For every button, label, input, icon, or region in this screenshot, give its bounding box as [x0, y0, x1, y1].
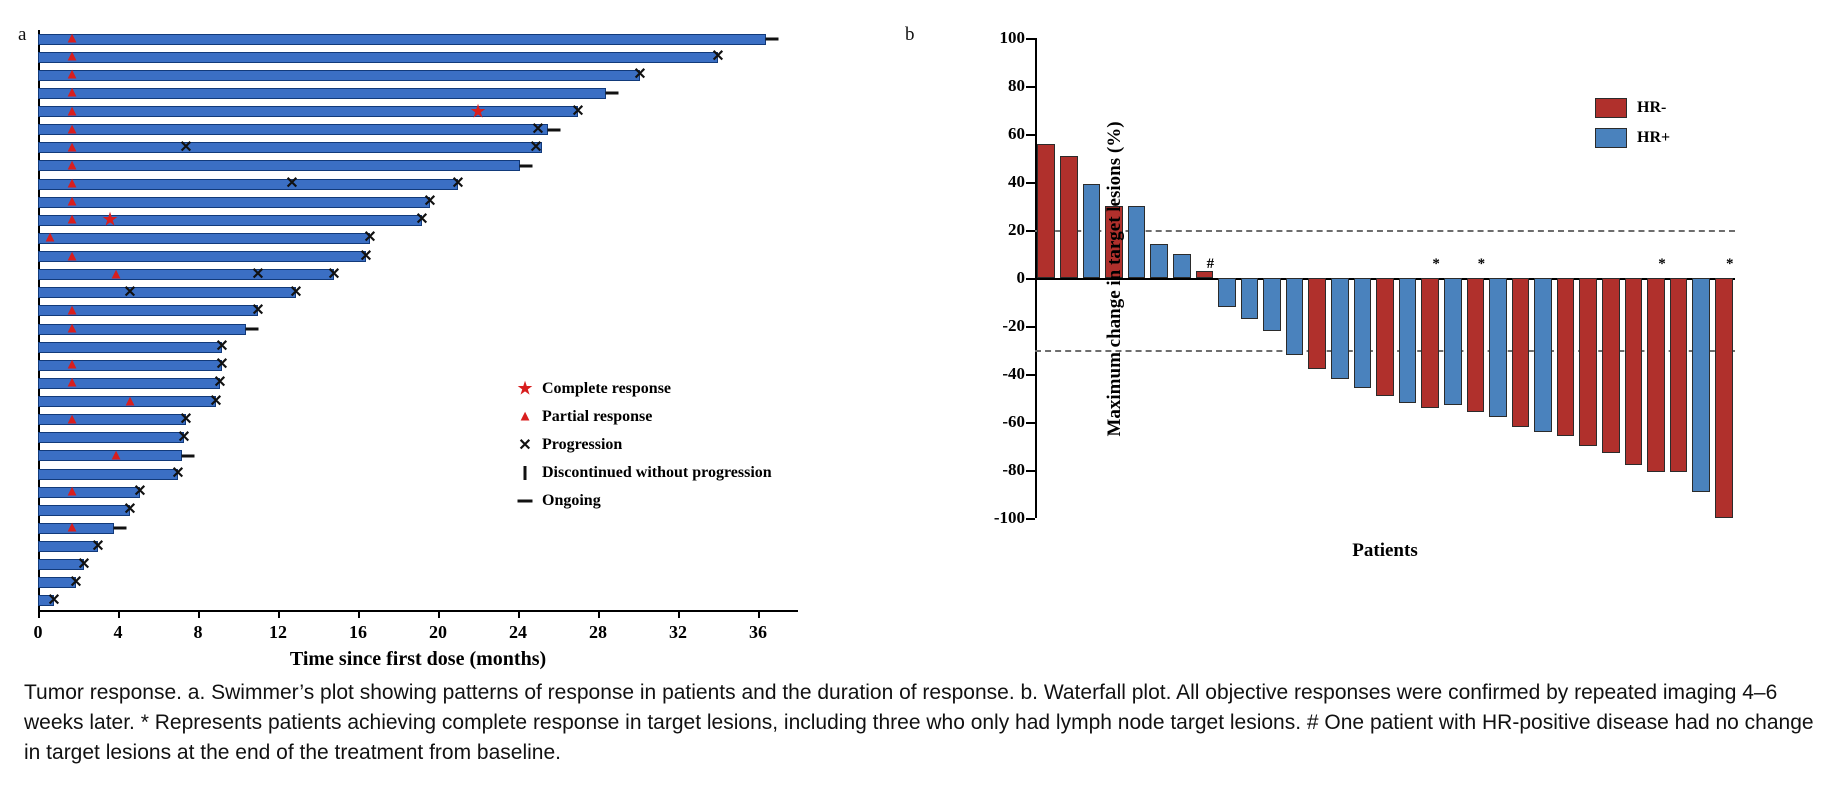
marker-progression-icon: ✕ [423, 193, 437, 211]
waterfall-bar [1512, 278, 1530, 427]
swimmer-x-axis-title: Time since first dose (months) [289, 648, 547, 670]
figure-caption: Tumor response. a. Swimmer’s plot showing patterns of response in patients and the duration of response. b. Waterfall plot. All objective responses were confirmed by repeated imaging 4–6 weeks later. * Represents patients achieving complete response in target lesions, including three who only had lymph node target lesions. # One patient with HR-positive disease had no change in target lesions at the end of the treatment from baseline. [24, 681, 1814, 764]
legend-discontinued-icon [508, 462, 542, 484]
marker-progression-icon: ✕ [327, 265, 341, 283]
waterfall-bar [1241, 278, 1259, 319]
swimmer-row [38, 555, 798, 573]
marker-ongoing-icon [548, 128, 561, 131]
waterfall-bar [1218, 278, 1236, 307]
swimmer-bar [38, 483, 140, 500]
legend-x-icon: ✕ [518, 437, 532, 454]
swimmer-bar [38, 248, 366, 265]
waterfall-y-tick-label: 60 [1008, 124, 1025, 143]
marker-progression-icon: ✕ [251, 301, 265, 319]
marker-ongoing-icon [182, 454, 195, 457]
swimmer-bar [38, 139, 542, 156]
swimmer-legend-label: Progression [542, 436, 623, 453]
swimmer-x-tick [598, 610, 600, 618]
swimmer-bar [38, 84, 606, 101]
waterfall-y-tick [1026, 38, 1035, 40]
waterfall-bar [1331, 278, 1349, 379]
swimmer-x-tick [198, 610, 200, 618]
waterfall-bar [1128, 206, 1146, 278]
panel-a-letter: a [18, 24, 27, 45]
marker-ongoing-icon [246, 328, 259, 331]
swimmer-row [38, 175, 798, 193]
swimmer-row [38, 283, 798, 301]
waterfall-y-tick [1026, 134, 1035, 136]
marker-progression-icon: ✕ [47, 591, 61, 609]
marker-partial-response-icon: ▲ [64, 356, 80, 373]
swimmer-bar [38, 30, 766, 47]
marker-partial-response-icon: ▲ [64, 103, 80, 120]
marker-ongoing-icon [114, 527, 127, 530]
waterfall-bar [1354, 278, 1372, 388]
swimmer-x-tick-label: 28 [589, 622, 607, 642]
marker-partial-response-icon: ▲ [64, 193, 80, 210]
marker-progression-icon: ✕ [711, 48, 725, 66]
marker-partial-response-icon: ▲ [64, 157, 80, 174]
swimmer-row [38, 229, 798, 247]
waterfall-y-tick-label: 20 [1008, 220, 1025, 239]
waterfall-bar [1647, 278, 1665, 472]
marker-partial-response-icon: ▲ [42, 229, 58, 246]
swimmer-panel [0, 0, 880, 670]
marker-progression-icon: ✕ [529, 138, 543, 156]
waterfall-bar-annotation: * [1432, 256, 1440, 272]
swimmer-row [38, 338, 798, 356]
marker-partial-response-icon: ▲ [64, 211, 80, 228]
swimmer-x-tick-label: 8 [193, 622, 203, 642]
swimmer-row [38, 591, 798, 609]
marker-ongoing-icon [520, 164, 533, 167]
marker-partial-response-icon: ▲ [64, 139, 80, 156]
marker-progression-icon: ✕ [91, 537, 105, 555]
marker-partial-response-icon: ▲ [64, 483, 80, 500]
marker-progression-icon: ✕ [531, 120, 545, 138]
waterfall-bar-annotation: * [1477, 256, 1486, 272]
swimmer-row [38, 66, 798, 84]
swimmer-legend-row [508, 403, 838, 431]
swimmer-row [38, 247, 798, 265]
marker-partial-response-icon: ▲ [64, 411, 80, 428]
waterfall-legend-row [1595, 98, 1670, 118]
legend-ongoing-icon [508, 490, 542, 512]
waterfall-bar [1376, 278, 1394, 396]
swimmer-x-tick [118, 610, 120, 618]
marker-progression-icon: ✕ [215, 338, 229, 356]
waterfall-y-tick [1026, 374, 1035, 376]
waterfall-bar [1625, 278, 1643, 465]
marker-partial-response-icon: ▲ [64, 374, 80, 391]
waterfall-y-tick-label: -80 [1002, 460, 1025, 479]
swimmer-row [38, 573, 798, 591]
swimmer-legend-row [508, 431, 838, 459]
waterfall-bar [1602, 278, 1620, 453]
waterfall-y-tick-label: 40 [1008, 172, 1025, 191]
marker-partial-response-icon: ▲ [64, 302, 80, 319]
swimmer-legend [508, 375, 838, 515]
waterfall-bar [1670, 278, 1688, 472]
swimmer-x-tick-label: 24 [509, 622, 527, 642]
swimmer-bar [38, 211, 422, 228]
waterfall-y-tick [1026, 230, 1035, 232]
waterfall-y-tick-label: -100 [993, 508, 1025, 527]
marker-partial-response-icon: ▲ [122, 393, 138, 410]
marker-progression-icon: ✕ [177, 428, 191, 446]
swimmer-bar [38, 541, 98, 552]
marker-progression-icon: ✕ [123, 283, 137, 301]
marker-progression-icon: ✕ [251, 265, 265, 283]
waterfall-y-tick [1026, 326, 1035, 328]
marker-complete-response-icon: ★ [101, 209, 119, 231]
swimmer-x-tick [518, 610, 520, 618]
swimmer-x-tick [38, 610, 40, 618]
swimmer-row [38, 320, 798, 337]
swimmer-row [38, 537, 798, 555]
swimmer-x-tick [438, 610, 440, 618]
waterfall-y-tick-label: 80 [1008, 76, 1025, 95]
swimmer-bar [38, 287, 296, 298]
swimmer-bar [38, 469, 178, 480]
waterfall-bar [1421, 278, 1439, 408]
marker-progression-icon: ✕ [133, 483, 147, 501]
marker-progression-icon: ✕ [77, 555, 91, 573]
waterfall-legend-label: HR+ [1637, 129, 1671, 146]
swimmer-row [38, 157, 798, 174]
waterfall-y-tick-label: 100 [999, 28, 1025, 47]
swimmer-x-tick [358, 610, 360, 618]
swimmer-row [38, 265, 798, 283]
waterfall-bar [1308, 278, 1326, 369]
waterfall-bar [1060, 156, 1078, 278]
waterfall-x-axis-title: Patients [1352, 540, 1418, 561]
waterfall-bar [1399, 278, 1417, 403]
swimmer-x-axis [38, 610, 798, 612]
waterfall-y-tick [1026, 86, 1035, 88]
marker-ongoing-icon [606, 92, 619, 95]
marker-progression-icon: ✕ [213, 374, 227, 392]
swimmer-legend-label: Ongoing [542, 492, 601, 509]
swimmer-row [38, 209, 798, 231]
waterfall-y-tick [1026, 518, 1035, 520]
waterfall-bar [1692, 278, 1710, 492]
marker-progression-icon: ✕ [571, 102, 585, 120]
waterfall-y-tick [1026, 422, 1035, 424]
swimmer-row [38, 301, 798, 319]
swimmer-bar [38, 121, 548, 138]
swimmer-bar [38, 342, 222, 353]
waterfall-legend [1595, 98, 1670, 158]
legend-star-icon: ★ [516, 378, 534, 400]
swimmer-row [38, 84, 798, 101]
waterfall-bar [1173, 254, 1191, 278]
waterfall-plot-area [993, 28, 1735, 527]
waterfall-bar [1489, 278, 1507, 417]
swimmer-legend-label: Discontinued without progression [542, 464, 772, 481]
swimmer-bar [38, 266, 334, 283]
marker-progression-icon: ✕ [179, 138, 193, 156]
waterfall-bar [1083, 184, 1101, 278]
swimmer-x-tick-label: 0 [33, 622, 43, 642]
waterfall-legend-row [1595, 128, 1670, 148]
swimmer-bar [38, 505, 130, 516]
waterfall-legend-label: HR- [1637, 99, 1667, 116]
marker-partial-response-icon: ▲ [108, 266, 124, 283]
swimmer-row [38, 138, 798, 156]
marker-progression-icon: ✕ [359, 247, 373, 265]
panel-b-letter: b [905, 24, 915, 45]
swimmer-row [38, 48, 798, 66]
marker-progression-icon: ✕ [285, 175, 299, 193]
swimmer-bar [38, 175, 458, 192]
swimmer-bar [38, 411, 186, 428]
waterfall-y-tick [1026, 470, 1035, 472]
marker-progression-icon: ✕ [209, 392, 223, 410]
swimmer-row [38, 30, 798, 47]
swimmer-x-tick [758, 610, 760, 618]
marker-progression-icon: ✕ [451, 175, 465, 193]
waterfall-bar [1467, 278, 1485, 412]
swimmer-bar [38, 432, 184, 443]
swimmer-legend-label: Partial response [542, 408, 653, 425]
swimmer-legend-row [508, 487, 838, 515]
swimmer-x-tick [678, 610, 680, 618]
waterfall-bar [1715, 278, 1733, 518]
marker-progression-icon: ✕ [415, 211, 429, 229]
marker-progression-icon: ✕ [123, 501, 137, 519]
waterfall-y-tick [1026, 182, 1035, 184]
waterfall-bar [1150, 244, 1168, 278]
swimmer-bar [38, 229, 370, 246]
legend-triangle-icon: ▲ [517, 408, 533, 425]
swimmer-x-tick-label: 32 [669, 622, 687, 642]
marker-partial-response-icon: ▲ [64, 84, 80, 101]
swimmer-bar [38, 66, 640, 83]
marker-partial-response-icon: ▲ [64, 320, 80, 337]
swimmer-row [38, 193, 798, 211]
marker-partial-response-icon: ▲ [64, 519, 80, 536]
swimmer-bar [38, 157, 520, 174]
swimmer-row [38, 120, 798, 138]
marker-progression-icon: ✕ [363, 229, 377, 247]
marker-partial-response-icon: ▲ [64, 248, 80, 265]
marker-progression-icon: ✕ [215, 356, 229, 374]
marker-partial-response-icon: ▲ [64, 121, 80, 138]
waterfall-bar [1037, 144, 1055, 278]
waterfall-y-tick-label: -40 [1002, 364, 1025, 383]
waterfall-bar [1286, 278, 1304, 355]
swimmer-legend-row [508, 375, 838, 403]
swimmer-legend-label: Complete response [542, 380, 672, 397]
marker-partial-response-icon: ▲ [64, 48, 80, 65]
waterfall-panel [905, 0, 1835, 660]
swimmer-plot-area [33, 30, 828, 670]
waterfall-bar-annotation: * [1658, 256, 1666, 272]
swimmer-bar [38, 193, 430, 210]
waterfall-y-tick [1026, 278, 1035, 280]
marker-partial-response-icon: ▲ [64, 30, 80, 47]
swimmer-row [38, 519, 798, 536]
waterfall-bar [1534, 278, 1552, 432]
waterfall-bar-annotation: # [1206, 256, 1215, 272]
waterfall-bar [1263, 278, 1281, 331]
waterfall-bar-annotation: * [1725, 256, 1734, 272]
swimmer-row [38, 101, 798, 123]
marker-progression-icon: ✕ [69, 573, 83, 591]
swimmer-x-tick-label: 12 [269, 622, 287, 642]
marker-progression-icon: ✕ [289, 283, 303, 301]
swimmer-row [38, 356, 798, 374]
waterfall-y-tick-label: -20 [1002, 316, 1025, 335]
waterfall-legend-swatch [1595, 98, 1627, 118]
waterfall-legend-swatch [1595, 128, 1627, 148]
swimmer-x-tick-label: 36 [749, 622, 767, 642]
waterfall-y-axis-title: Maximum change in target lesions (%) [1104, 121, 1125, 437]
waterfall-bar [1444, 278, 1462, 405]
swimmer-bar [38, 103, 578, 120]
marker-progression-icon: ✕ [171, 465, 185, 483]
swimmer-bar [38, 48, 718, 65]
swimmer-x-tick [278, 610, 280, 618]
swimmer-legend-row [508, 459, 838, 487]
swimmer-x-tick-label: 20 [429, 622, 447, 642]
marker-partial-response-icon: ▲ [64, 66, 80, 83]
marker-partial-response-icon: ▲ [64, 175, 80, 192]
waterfall-y-tick-label: -60 [1002, 412, 1025, 431]
swimmer-x-tick-label: 4 [113, 622, 123, 642]
marker-progression-icon: ✕ [633, 66, 647, 84]
marker-partial-response-icon: ▲ [108, 447, 124, 464]
waterfall-y-tick-label: 0 [1016, 268, 1025, 287]
waterfall-bar [1579, 278, 1597, 446]
swimmer-x-tick-label: 16 [349, 622, 367, 642]
waterfall-bar [1557, 278, 1575, 436]
marker-complete-response-icon: ★ [469, 101, 487, 123]
marker-ongoing-icon [766, 38, 779, 41]
marker-progression-icon: ✕ [179, 410, 193, 428]
